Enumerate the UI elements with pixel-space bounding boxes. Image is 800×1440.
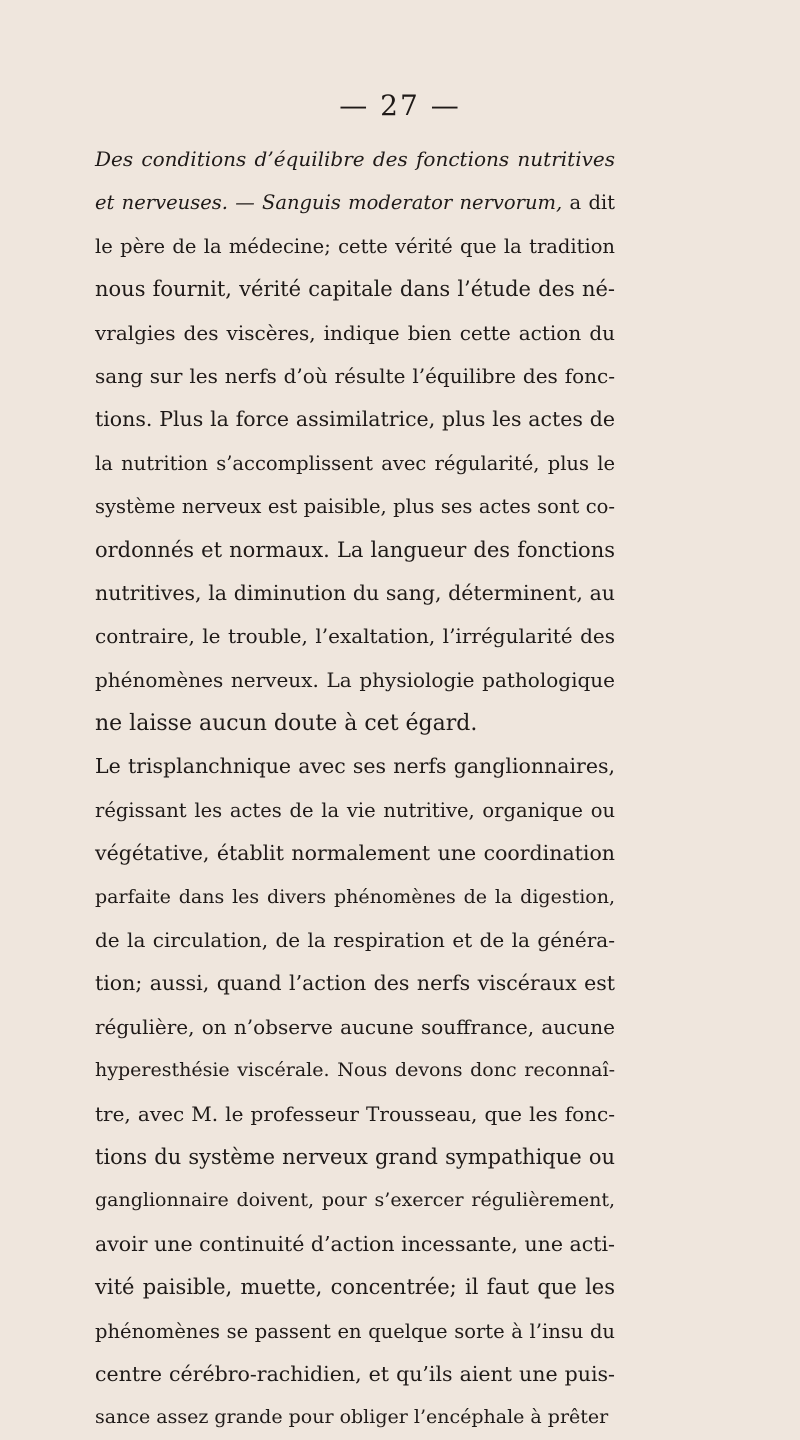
text-line: [95, 268, 615, 311]
regular-text: vité paisible, muette, concentrée; il faut que les: [95, 1275, 615, 1300]
italic-text: Des conditions d’équilibre des fonctions nutritives: [95, 147, 615, 171]
text-line: [95, 789, 615, 832]
italic-text: et nerveuses. — Sanguis moderator nervorum,: [95, 191, 563, 215]
text-line: [95, 355, 615, 398]
text-line: [95, 1136, 615, 1179]
regular-text: tions du système nerveux grand sympathique ou: [95, 1144, 615, 1169]
regular-text: végétative, établit normalement une coordination: [95, 841, 615, 866]
regular-text: avoir une continuité d’action incessante, une acti-: [95, 1231, 615, 1256]
text-line: [95, 1396, 615, 1439]
text-line: [95, 181, 615, 224]
text-line: [95, 702, 615, 745]
regular-text: tre, avec M. le professeur Trousseau, que les fonc-: [95, 1101, 615, 1126]
regular-text: ne laisse aucun doute à cet égard.: [95, 711, 478, 737]
regular-text: phénomènes nerveux. La physiologie pathologique: [95, 667, 615, 692]
text-line: [95, 832, 615, 875]
text-line: [95, 1223, 615, 1266]
regular-text: ganglionnaire doivent, pour s’exercer régulièrement,: [95, 1189, 615, 1212]
regular-text: tions. Plus la force assimilatrice, plus les actes de: [95, 407, 615, 432]
text-line: [95, 1179, 615, 1222]
regular-text: phénomènes se passent en quelque sorte à l’insu du: [95, 1319, 615, 1343]
text-line: [95, 919, 615, 962]
regular-text: système nerveux est paisible, plus ses actes sont co-: [95, 495, 615, 519]
text-line: [95, 1266, 615, 1309]
regular-text: sang sur les nerfs d’où résulte l’équilibre des fonc-: [95, 363, 615, 388]
text-line: [95, 225, 615, 268]
text-line: [95, 659, 615, 702]
page-number: — 27 —: [339, 89, 461, 122]
text-line: [95, 745, 615, 788]
regular-text: tion; aussi, quand l’action des nerfs viscéraux est: [95, 971, 615, 996]
regular-text: vralgies des viscères, indique bien cette action du: [95, 320, 615, 345]
text-line: [95, 398, 615, 441]
text-line: [95, 312, 615, 355]
text-line: [95, 485, 615, 528]
regular-text: nous fournit, vérité capitale dans l’étude des né-: [95, 277, 615, 302]
regular-text: régulière, on n’observe aucune souffrance, aucune: [95, 1014, 615, 1039]
text-line: [95, 1310, 615, 1353]
regular-text: de la circulation, de la respiration et de la généra-: [95, 928, 615, 953]
regular-text: a dit: [562, 191, 615, 215]
text-line: [95, 1049, 615, 1092]
regular-text: régissant les actes de la vie nutritive, organique ou: [95, 798, 615, 822]
text-line: [95, 138, 615, 181]
regular-text: Le trisplanchnique avec ses nerfs ganglionnaires,: [95, 754, 615, 779]
text-line: [95, 442, 615, 485]
text-line: [95, 962, 615, 1005]
regular-text: hyperesthésie viscérale. Nous devons donc reconnaî-: [95, 1059, 615, 1082]
regular-text: parfaite dans les divers phénomènes de la digestion,: [95, 885, 615, 908]
text-line: [95, 615, 615, 658]
text-line: [95, 1006, 615, 1049]
text-line: [95, 1353, 615, 1396]
regular-text: centre cérébro-rachidien, et qu’ils aient une puis-: [95, 1361, 615, 1386]
text-line: [95, 1093, 615, 1136]
regular-text: nutritives, la diminution du sang, déterminent, au: [95, 580, 615, 605]
text-line: [95, 529, 615, 572]
body-text: [95, 138, 615, 1440]
regular-text: ordonnés et normaux. La langueur des fonctions: [95, 537, 615, 562]
text-line: [95, 876, 615, 919]
regular-text: contraire, le trouble, l’exaltation, l’irrégularité des: [95, 624, 615, 649]
text-line: [95, 572, 615, 615]
regular-text: la nutrition s’accomplissent avec régularité, plus le: [95, 451, 615, 475]
regular-text: le père de la médecine; cette vérité que la tradition: [95, 234, 615, 258]
regular-text: sance assez grande pour obliger l’encéphale à prêter: [95, 1406, 609, 1429]
